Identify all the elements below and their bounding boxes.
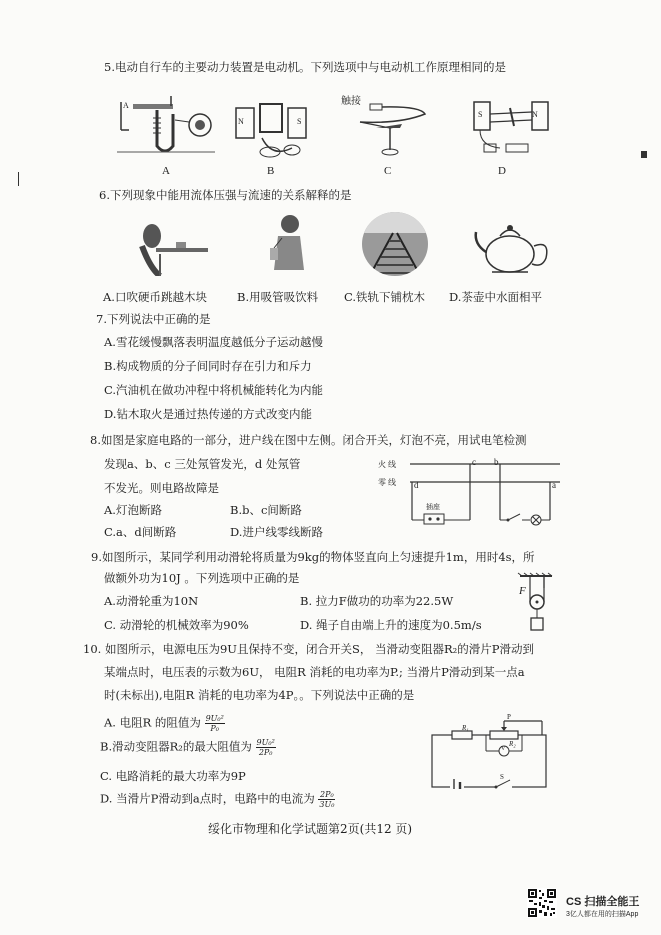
scan-mark-left bbox=[18, 172, 19, 186]
q7-option-c: C.汽油机在做功冲程中将机械能转化为内能 bbox=[104, 383, 324, 397]
q8-stem-line2: 发现a、b、c 三处氖管发光，d 处氖管 bbox=[104, 457, 301, 471]
q10-option-a-fraction bbox=[205, 714, 225, 733]
q9-stem-line2: 做额外功为10J 。下列选项中正确的是 bbox=[104, 571, 300, 585]
q9-force-label: F bbox=[519, 585, 526, 597]
q5-fig-c-touch-label: 触接 bbox=[341, 96, 361, 107]
q10-voltmeter-label: V bbox=[501, 746, 506, 752]
q10-option-b-fraction bbox=[256, 738, 276, 757]
q8-socket-label: 插座 bbox=[426, 503, 440, 511]
q6-figure-b bbox=[268, 212, 308, 276]
q8-neutral-wire-label: 零 线 bbox=[378, 478, 396, 487]
q5-stem: 5.电动自行车的主要动力装置是电动机。下列选项中与电动机工作原理相同的是 bbox=[104, 60, 506, 74]
q10-stem-line3: 时(未标出),电阻R 消耗的电功率为4P。。下列说法中正确的是 bbox=[104, 688, 415, 702]
q5-figure-a bbox=[115, 90, 220, 162]
q8-live-wire-label: 火 线 bbox=[378, 460, 396, 469]
q10-circuit-figure bbox=[430, 717, 550, 789]
q10-option-d bbox=[100, 790, 335, 809]
q6-option-b: B.用吸管吸饮料 bbox=[237, 290, 319, 304]
q5-figure-b bbox=[232, 98, 312, 160]
q10-stem-line1: 10. 如图所示，电源电压为9U且保持不变，闭合开关S， 当滑动变阻器R₂的滑片P滑动到 bbox=[83, 642, 534, 656]
q8-circuit-figure bbox=[400, 458, 570, 530]
q5-option-b: B bbox=[267, 165, 275, 177]
q5-fig-d-s: S bbox=[478, 110, 483, 119]
page-footer: 绥化市物理和化学试题第2页(共12 页) bbox=[208, 822, 413, 836]
q8-point-b: b bbox=[494, 457, 499, 467]
q8-option-c: C.a、d间断路 bbox=[104, 525, 177, 539]
q10-r2-label: R₂ bbox=[509, 740, 516, 748]
q9-stem-line1: 9.如图所示，某同学利用动滑轮将质量为9kg的物体竖直向上匀速提升1m，用时4s，所 bbox=[91, 550, 535, 564]
q10-option-a-numerator: 9U₀² bbox=[205, 714, 224, 723]
q6-option-c: C.铁轨下铺枕木 bbox=[344, 290, 426, 304]
qr-code-icon bbox=[527, 888, 557, 918]
q10-option-a-text: A. 电阻R 的阻值为 bbox=[104, 715, 201, 730]
q9-option-c: C. 动滑轮的机械效率为90% bbox=[104, 618, 249, 632]
q10-option-d-numerator: 2P₀ bbox=[320, 790, 334, 799]
q5-fig-a-label: A bbox=[123, 101, 129, 110]
q5-fig-d-n: N bbox=[532, 110, 538, 119]
scan-mark-right bbox=[641, 151, 647, 158]
q5-figure-c bbox=[340, 100, 440, 162]
q9-option-d: D. 绳子自由端上升的速度为0.5m/s bbox=[300, 618, 482, 632]
q7-option-a: A.雪花缓慢飘落表明温度越低分子运动越慢 bbox=[104, 335, 323, 349]
q6-option-a: A.口吹硬币跳越木块 bbox=[103, 290, 207, 304]
q10-option-a-denominator: P₀ bbox=[210, 724, 220, 733]
q8-point-c: c bbox=[472, 457, 476, 467]
q10-slider-p-label: P bbox=[507, 713, 511, 721]
q8-option-b: B.b、c间断路 bbox=[230, 503, 302, 517]
q10-option-d-text: D. 当滑片P滑动到a点时，电路中的电流为 bbox=[100, 791, 315, 806]
q10-option-b-text: B.滑动变阻器R₂的最大阻值为 bbox=[100, 739, 252, 754]
q7-stem: 7.下列说法中正确的是 bbox=[96, 312, 211, 326]
q10-option-b-numerator: 9U₀² bbox=[256, 738, 275, 747]
q10-option-b-denominator: 2P₀ bbox=[258, 748, 273, 757]
q7-option-d: D.钻木取火是通过热传递的方式改变内能 bbox=[104, 407, 312, 421]
q5-fig-b-s: S bbox=[297, 117, 302, 126]
q10-option-b bbox=[100, 738, 276, 757]
q6-figure-a bbox=[130, 218, 210, 276]
q6-figure-c bbox=[361, 211, 429, 277]
q10-option-d-fraction bbox=[318, 790, 335, 809]
q8-option-a: A.灯泡断路 bbox=[104, 503, 162, 517]
scanner-brand: CS 扫描全能王 bbox=[566, 896, 640, 908]
q5-figure-d bbox=[470, 96, 555, 162]
q9-pulley-figure bbox=[512, 572, 562, 634]
q6-option-d: D.茶壶中水面相平 bbox=[449, 290, 542, 304]
q8-stem-line1: 8.如图是家庭电路的一部分，进户线在图中左侧。闭合开关，灯泡不亮，用试电笔检测 bbox=[90, 433, 527, 447]
q6-figure-d bbox=[472, 218, 554, 276]
q10-option-d-denominator: 3U₀ bbox=[319, 800, 335, 809]
q10-option-c: C. 电路消耗的最大功率为9P bbox=[100, 769, 246, 783]
q5-fig-b-n: N bbox=[238, 117, 244, 126]
q9-option-a: A.动滑轮重为10N bbox=[104, 594, 199, 608]
q6-stem: 6.下列现象中能用流体压强与流速的关系解释的是 bbox=[99, 188, 352, 202]
q8-point-d: d bbox=[414, 480, 419, 490]
q7-option-b: B.构成物质的分子间同时存在引力和斥力 bbox=[104, 359, 312, 373]
q8-stem-line3: 不发光。则电路故障是 bbox=[104, 481, 219, 495]
q8-option-d: D.进户线零线断路 bbox=[230, 525, 323, 539]
q5-option-c: C bbox=[384, 165, 392, 177]
q10-option-a bbox=[104, 714, 225, 733]
q5-option-a: A bbox=[162, 165, 170, 177]
q10-stem-line2: 某端点时，电压表的示数为6U， 电阻R 消耗的电功率为P.; 当滑片P滑动到某一点a bbox=[104, 665, 525, 679]
scanner-slogan: 3亿人都在用的扫描App bbox=[566, 911, 639, 918]
q9-option-b: B. 拉力F做功的功率为22.5W bbox=[300, 594, 454, 608]
q8-point-a: a bbox=[552, 480, 556, 490]
q5-option-d: D bbox=[498, 165, 506, 177]
q10-r1-label: R₁ bbox=[462, 724, 469, 732]
q10-switch-label: S bbox=[500, 773, 504, 781]
